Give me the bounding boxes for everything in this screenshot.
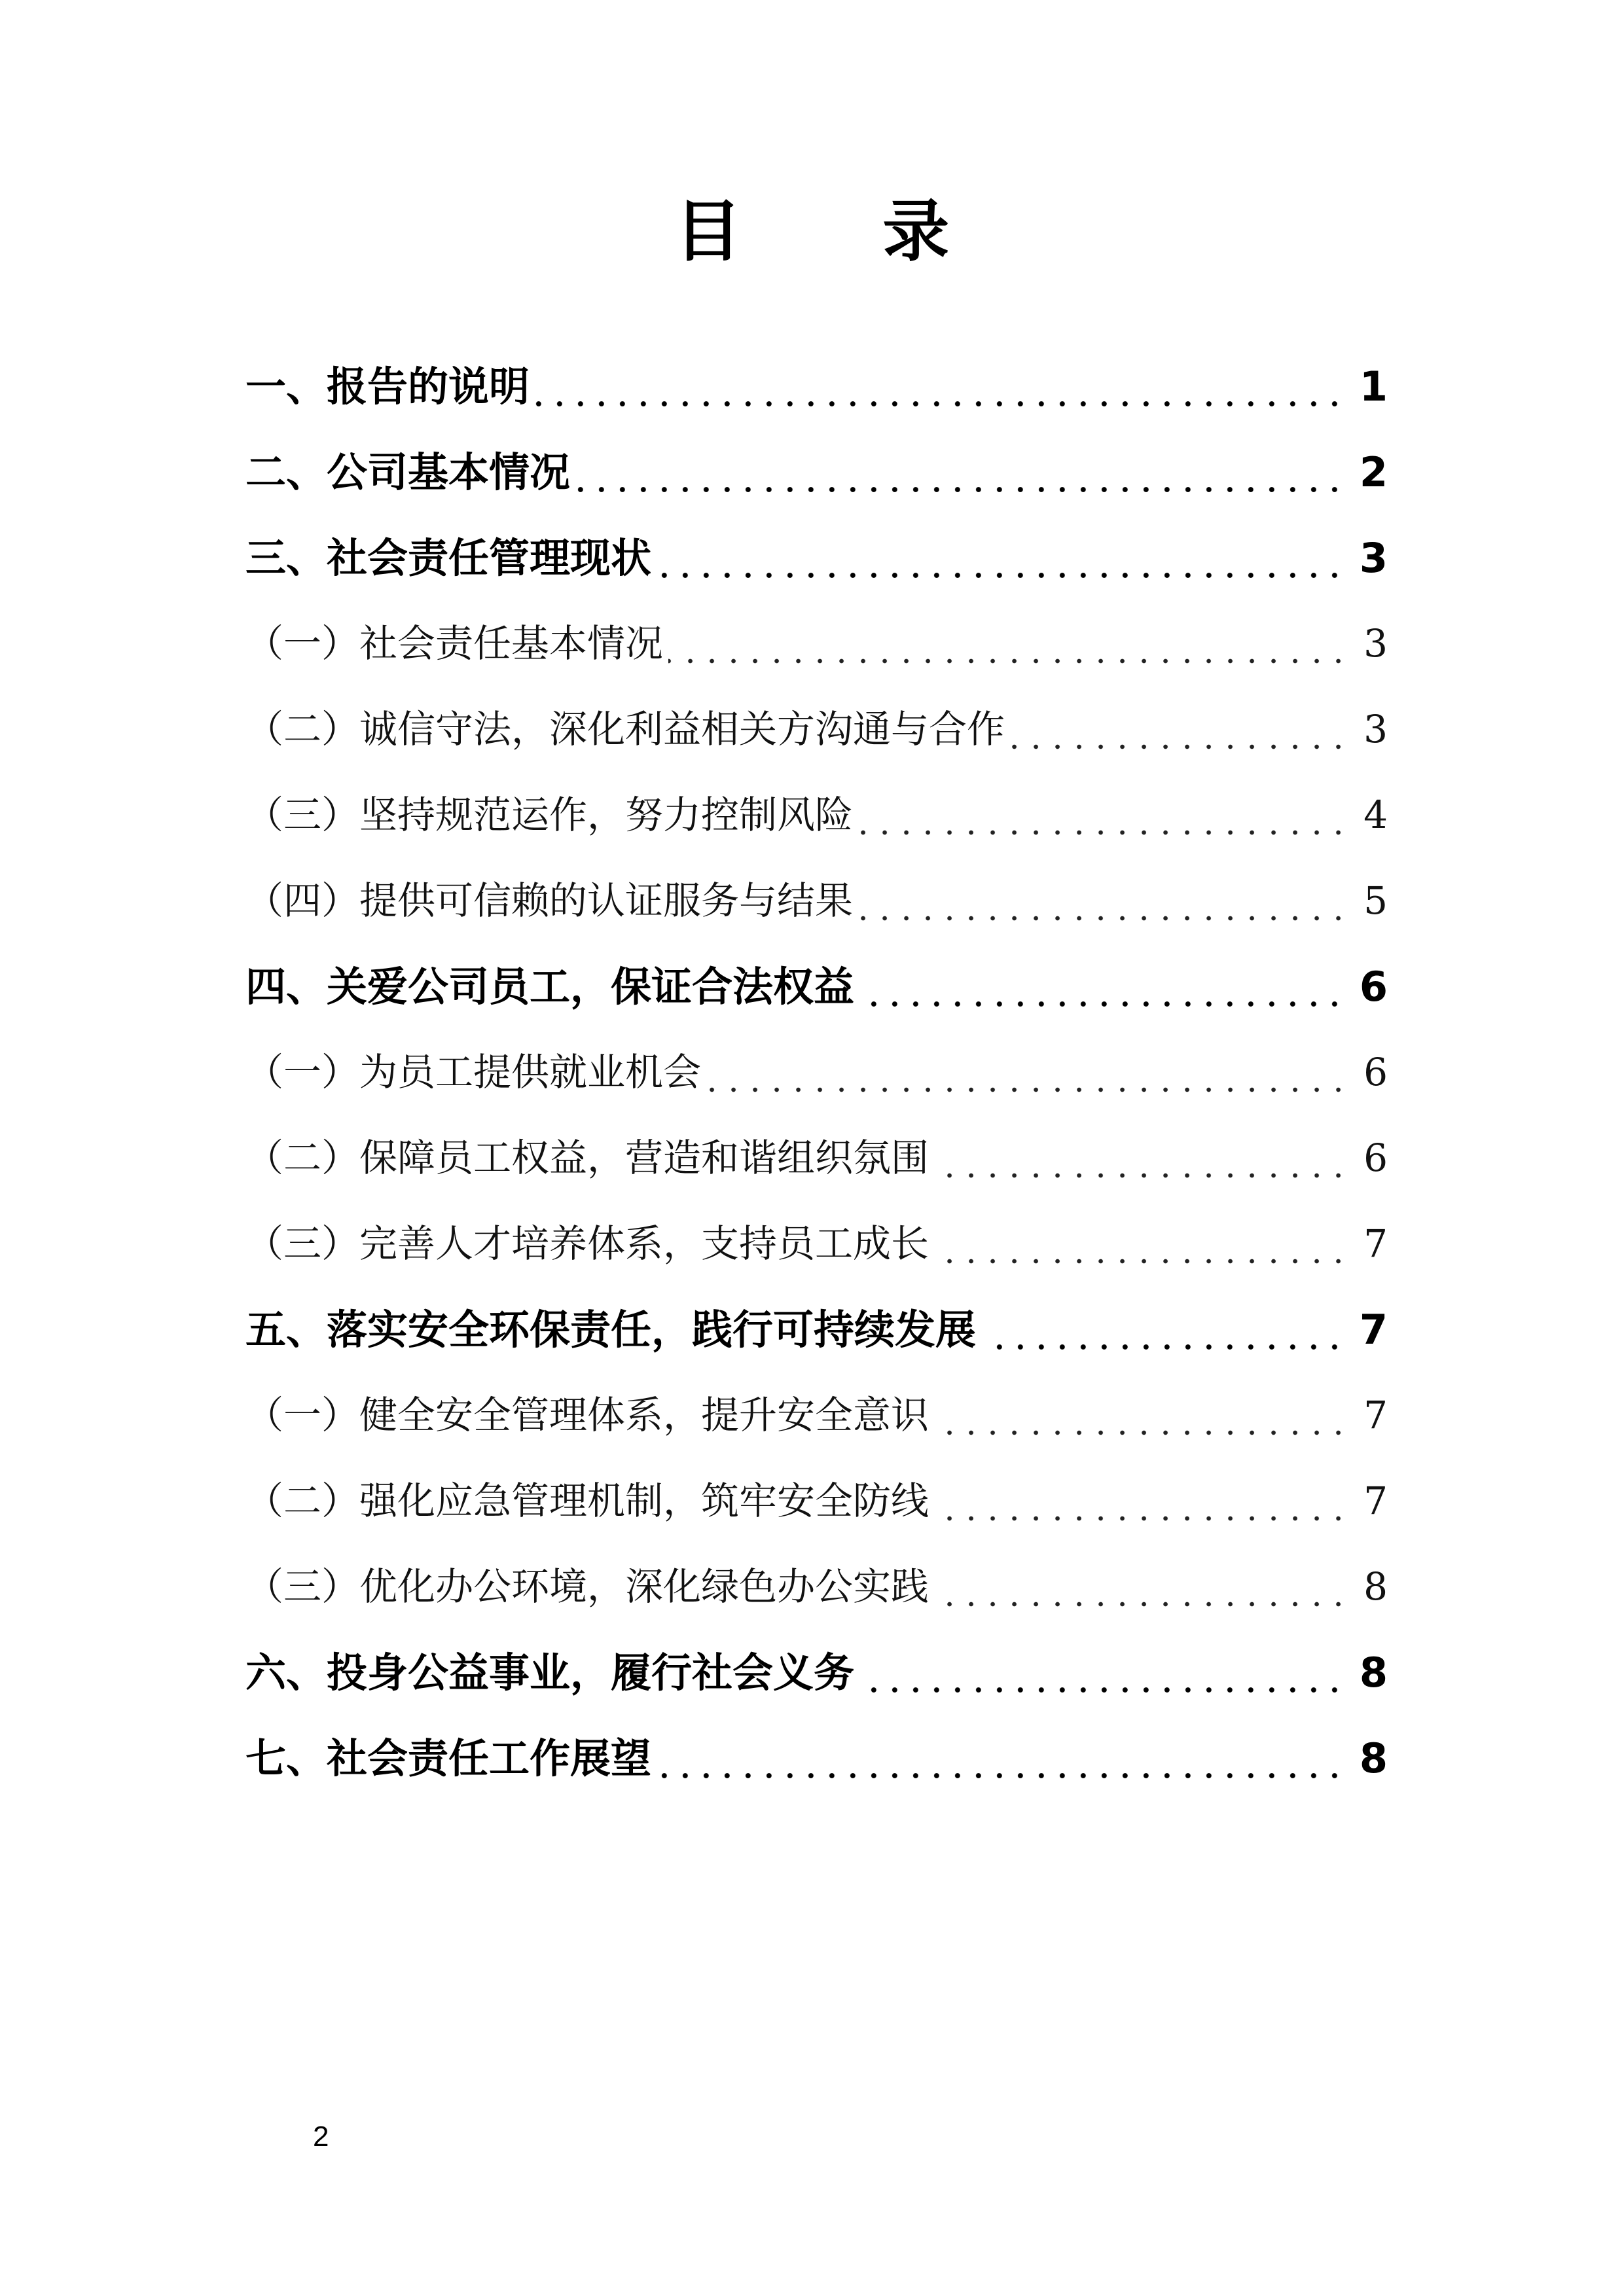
toc-entry-page: 7 [1363, 1393, 1388, 1437]
toc-entry-page: 6 [1363, 1136, 1388, 1180]
dot-leader [575, 486, 1345, 493]
toc-entry-title: （一）健全安全管理体系，提升安全意识 [245, 1393, 929, 1437]
toc-entry-page: 8 [1359, 1649, 1388, 1696]
dot-leader [981, 1344, 1345, 1350]
dot-leader [934, 1429, 1349, 1436]
toc-entry-page: 7 [1363, 1221, 1388, 1266]
toc-entry-title: 一、报告的说明 [245, 363, 530, 410]
dot-leader [859, 1001, 1345, 1007]
toc-entry[interactable] [245, 1372, 1388, 1458]
toc-entry-page: 7 [1363, 1479, 1388, 1523]
toc-entry-page: 1 [1359, 363, 1388, 410]
toc-entry[interactable] [245, 1201, 1388, 1287]
toc-entry-page: 3 [1363, 707, 1388, 751]
toc-entry-page: 5 [1363, 878, 1388, 923]
toc-entry-page: 8 [1359, 1734, 1388, 1782]
dot-leader [657, 1772, 1345, 1779]
dot-leader [706, 1086, 1349, 1093]
toc-entry-title: （三）坚持规范运作，努力控制风险 [245, 793, 854, 837]
dot-leader [657, 572, 1345, 579]
toc-entry-title: （二）强化应急管理机制，筑牢安全防线 [245, 1479, 929, 1523]
toc-entry[interactable] [245, 515, 1388, 601]
dot-leader [535, 401, 1345, 407]
toc-entry[interactable] [245, 772, 1388, 858]
toc-entry-title: （一）社会责任基本情况 [245, 621, 664, 666]
toc-entry[interactable] [245, 1458, 1388, 1544]
toc-entry-title: （三）完善人才培养体系，支持员工成长 [245, 1221, 929, 1266]
toc-entry-title: 六、投身公益事业，履行社会义务 [245, 1649, 855, 1696]
toc-entry-title: 五、落实安全环保责任，践行可持续发展 [245, 1306, 977, 1354]
toc-entry-page: 7 [1359, 1306, 1388, 1354]
dot-leader [859, 1687, 1345, 1693]
toc-entry[interactable] [245, 944, 1388, 1030]
dot-leader [934, 1172, 1349, 1179]
toc-entry-page: 6 [1359, 963, 1388, 1011]
dot-leader [858, 915, 1349, 922]
page-number: 2 [313, 2121, 329, 2153]
dot-leader [1010, 744, 1349, 750]
dot-leader [668, 658, 1349, 664]
table-of-contents [245, 344, 1388, 1801]
toc-title: 目 录 [674, 193, 1009, 271]
toc-entry-title: （二）诚信守法，深化利益相关方沟通与合作 [245, 707, 1005, 751]
dot-leader [934, 1601, 1349, 1607]
toc-entry[interactable] [245, 1630, 1388, 1715]
toc-entry[interactable] [245, 1715, 1388, 1801]
toc-entry[interactable] [245, 344, 1388, 429]
toc-entry[interactable] [245, 687, 1388, 772]
toc-entry-page: 2 [1359, 448, 1388, 496]
dot-leader [934, 1515, 1349, 1522]
toc-entry[interactable] [245, 1287, 1388, 1372]
toc-entry-title: 三、社会责任管理现状 [245, 534, 652, 582]
toc-entry-page: 8 [1363, 1564, 1388, 1609]
toc-entry-page: 4 [1363, 793, 1388, 837]
toc-entry-title: （四）提供可信赖的认证服务与结果 [245, 878, 854, 923]
toc-entry[interactable] [245, 1030, 1388, 1115]
dot-leader [934, 1258, 1349, 1265]
toc-entry-page: 3 [1359, 534, 1388, 582]
toc-entry[interactable] [245, 429, 1388, 515]
toc-entry[interactable] [245, 1115, 1388, 1201]
toc-entry-title: 四、关爱公司员工，保证合法权益 [245, 963, 855, 1011]
toc-entry-title: （三）优化办公环境，深化绿色办公实践 [245, 1564, 929, 1609]
dot-leader [858, 829, 1349, 836]
toc-entry[interactable] [245, 858, 1388, 944]
toc-entry-title: （一）为员工提供就业机会 [245, 1050, 702, 1094]
toc-entry-page: 6 [1363, 1050, 1388, 1094]
toc-entry[interactable] [245, 1544, 1388, 1630]
toc-entry-title: 二、公司基本情况 [245, 448, 571, 496]
toc-entry[interactable] [245, 601, 1388, 687]
toc-entry-title: （二）保障员工权益，营造和谐组织氛围 [245, 1136, 929, 1180]
toc-entry-title: 七、社会责任工作展望 [245, 1734, 652, 1782]
toc-entry-page: 3 [1363, 621, 1388, 666]
